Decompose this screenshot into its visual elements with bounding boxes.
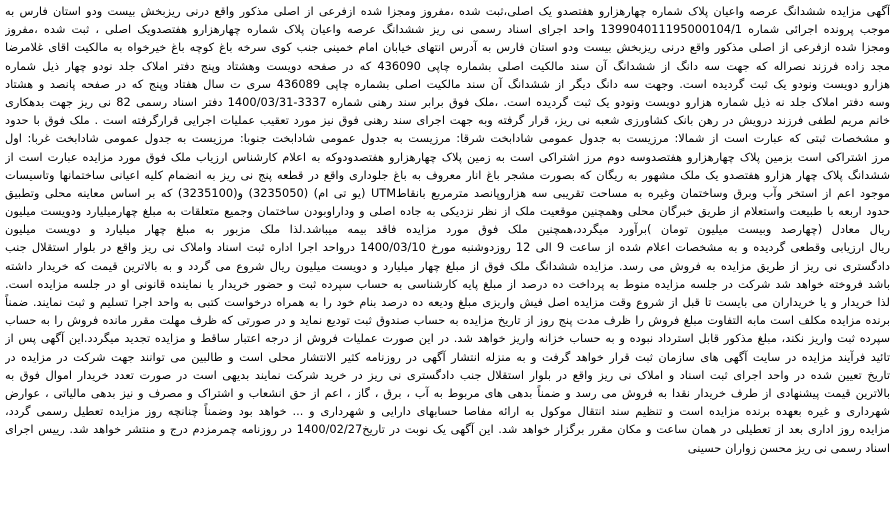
notice-line: ریال ارزیابی وقطعی گردیده و به مشخصات اعلام شده از ساعت 9 الی 12 روزدوشنبه مورخ 1400/03/10 درواحد اجرا اداره ثبت اسناد واملاک نی ریز واقع در بلوار استقلال جنب [5,240,890,255]
notice-line: ومجزا شده ازفرعی از اصلی مذکور واقع درنی ریزبخش بیست ودو استان فارس به آدرس انتهای خیابان امام خمینی جنب کوی سرخه باغ کوچه باغ خیرخواه به مالکیت اقای غلامرضا [5,40,890,55]
notice-line: موجب پرونده اجرائی شماره 139904011195000104/1 واحد اجرای اسناد رسمی نی ریز ششدانگ عرصه واعیان پلاک شماره چهارهزارو هفتصدویک اصلی ، ثبت شده ،مفروز [5,22,890,37]
notice-line: باشد فروخته خواهد شد شرکت در جلسه مزایده منوط به پرداخت ده درصد از مبلغ پایه کارشناسی به حساب سپرده ثبت و حضور خریدار یا نماینده قانونی او در جلسه مزایده است. [5,276,890,291]
notice-line: مرز اشتراکی است بزمین پلاک چهارهزارو هفتصدوسه دوم مرز اشتراکی است به زمین پلاک چهارهزارو هفتصدودوکه به اعلام کارشناس ارزیاب ملک فوق مورد مزایده عبارت است از [5,149,890,164]
notice-line: تاریخ تعیین شده در واحد اجرای ثبت اسناد و املاک نی ریز واقع در بلوار استقلال جنب دادگستری نی ریز در خرید شرکت نمایند بدیهی است در صورت تعدد خریدار اموال فوق به [5,367,890,382]
notice-line: هزارو دویست ونودو یک ثبت گردیده است. وجهت سه دانگ دیگر از ششدانگ آن سند مالکیت اصلی بشماره چاپی 436089 سری ت سال هفتاد وپنج که در صفحه پانصد و هشتاد [5,76,890,91]
notice-line: اسناد رسمی نی ریز محسن زواران حسینی [687,440,890,455]
notice-line: بالاترین قیمت پیشنهادی از طرف خریدار نقدا به فروش می رسد و ضمناً بدهی های مربوط به آب ، برق ، گاز ، اعم از حق انشعاب و اشتراک و مصرف و نیز بدهی مالیاتی ، عوارض [5,385,890,400]
notice-line: تائید فرآیند مزایده در سایت آگهی های سازمان ثبت قرار خواهد گرفت و به منزله انتشار آگهی در روزنامه کثیر الانتشار محلی است و طالبین می توانند جهت شرکت در مزایده در [5,349,890,364]
notice-line: وسه دفتر املاک جلد نه ذیل شماره هزارو دویست ونودو یک ثبت گردیده است. ،ملک فوق برابر سند رهنی شماره 3337-1400/03/31 دفتر اسناد رسمی 82 نی ریز جهت بدهکاری [5,94,890,109]
notice-line: برنده مزایده مکلف است مابه التفاوت مبلغ فروش را ظرف مدت پنج روز از تاریخ مزایده به حساب صندوق ثبت تودیع نماید و در صورتی که ظرف مهلت مقرر مانده فروش را به حساب [5,313,890,328]
notice-line: دادگستری نی ریز از طریق مزایده به فروش می رسد. مزایده ششدانگ ملک فوق از مبلغ چهار میلیارد و دویست میلیون ریال شروع می گردد و به بالاترین قیمت که خریدار داشته [5,258,890,273]
notice-line: لذا خریدار و یا خریداران می بایست تا قبل از شروع وقت مزایده اصل فیش واریزی مبلغ ودیعه ده درصد بنام خود را به همراه درخواست کتبی به واحد اجرا تسلیم و ثبت نمایند. ضمناً [5,295,890,309]
notice-line: آگهی مزایده ششدانگ عرصه واعیان پلاک شماره چهارهزارو هفتصدو یک اصلی،ثبت شده ،مفروز ومجزا شده ازفرعی از اصلی مذکور واقع درنی ریزبخش بیست ودو استان فارس به [5,4,890,18]
notice-line: موجود اعم از استخر وآب وبرق وساختمان وغیره به مساحت تقریبی سه هزاروپانصد مترمربع بانقاطUTM (یو تی ام) (3235050) و(3235100) که بر اساس معاینه محلی وتطبیق [5,185,890,200]
notice-line: ریال معادل (چهارصد وبیست میلیون تومان )برآورد میگردد،همچنین ملک فوق مورد مزایده فاقد بیمه میباشد.لذا ملک مزبور به مبلغ چهار میلیارد و دویست میلیون [5,222,890,237]
notice-line: شهرداری و غیره بعهده برنده مزایده است و تنظیم سند انتقال موکول به ارائه مفاصا حسابهای دارایی و شهرداری و ... خواهد بود وضمناً چنانچه روز مزایده تعطیل رسمی گردد، [5,404,890,419]
notice-line: و مشخصات ثبتی که عبارت است از شمالا: مرزیست به جدول عمومی شادابخت شرقا: مرزیست به جدول عمومی شادابخت جنوبا: مرزیست به جدول عمومی شادابخت غربا: اول [5,131,890,146]
notice-line: ششدانگ پلاک چهار هزارو هفتصدو یک ملک مشهور به ریگان که بصورت مشجر باغ انار معروف به باغ جلوداری واقع در قطعه پنج نی ریز به انضمام کلیه اعیانی ساختمانها وتاسیسات [5,167,890,182]
notice-line: سپرده ثبت واریز نکند، مبلغ مذکور قابل استرداد نبوده و به حساب خزانه واریز خواهد شد. در این صورت عملیات فروش از درجه اعتبار ساقط و مزایده تجدید میگردد.این آگهی پس از [5,331,890,346]
notice-line: مجد زاده فرزند نصراله که جهت سه دانگ از ششدانگ آن سند مالکیت اصلی بشماره چاپی 436090 که در صفحه دویست وهشتاد وپنج دفتر املاک جلد نودو چهار ذیل شماره [5,58,890,73]
notice-line: خانم مریم لطفی فرزند درویش در رهن بانک کشاورزی شعبه نی ریز، قرار گرفته وبه جهت اجرای سند رهنی فوق نیز مورد تعقیب عملیات اجرایی قرارگرفته است . ملک فوق با حدود [5,113,890,128]
notice-line: مزایده روز اداری بعد از تعطیلی در همان ساعت و مکان مقرر برگزار خواهد شد. این آگهی یک نوبت در تاریخ1400/02/27 در روزنامه چمرمزدم درج و منتشر خواهد شد. رییس اجرای [5,422,890,437]
notice-line: حدود اربعه با طبیعت واستعلام از طریق خبرگان محلی وهمچنین موقعیت ملک از نظر نزدیکی به جاده اصلی و وداراوبودن ساختمان وجمیع متعلقات به مبلغ چهارمیلیارد ودویست میلیون [5,204,890,219]
